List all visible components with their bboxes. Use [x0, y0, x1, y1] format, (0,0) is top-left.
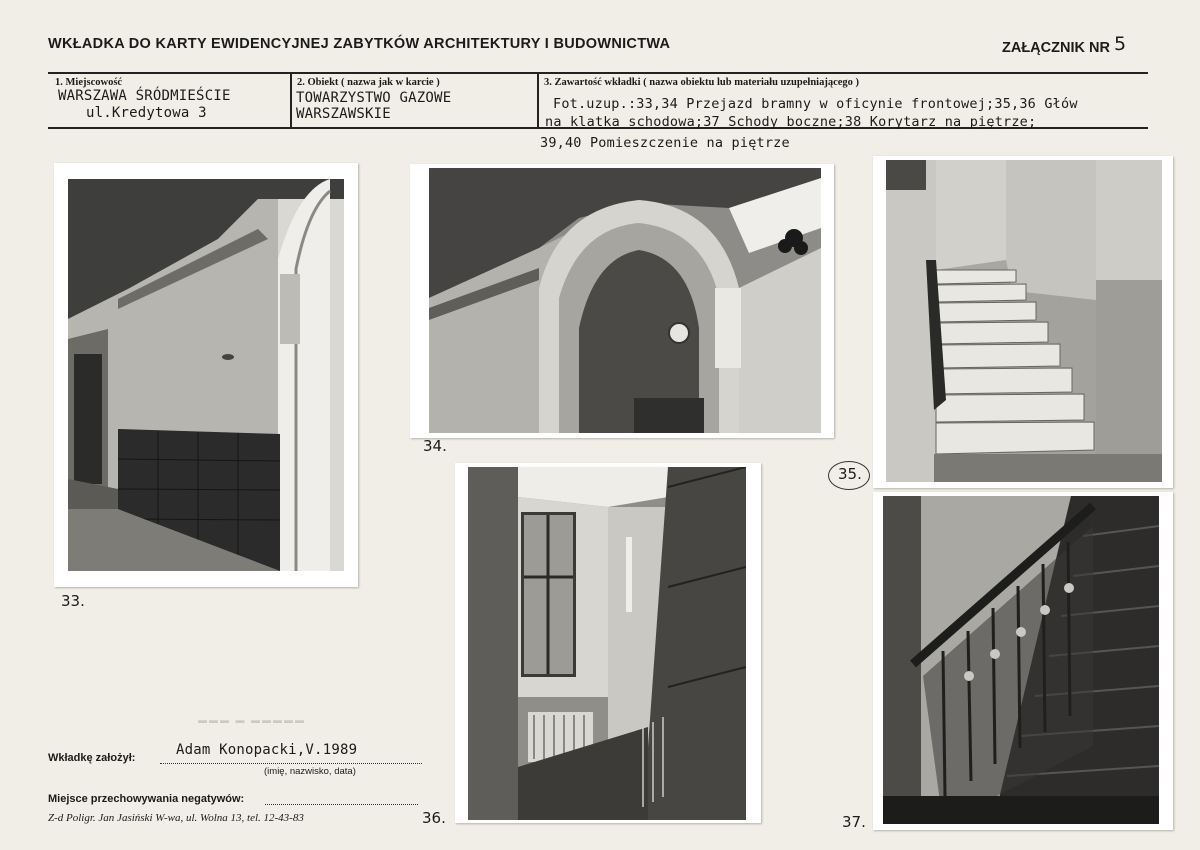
- negatives-location-dotted-line: [265, 804, 418, 805]
- photo-33-image: [68, 179, 344, 571]
- created-by-dotted-line: [160, 763, 422, 764]
- contents-value-line1: Fot.uzup.:33,34 Przejazd bramny w oficynie frontowej;35,36 Głów: [553, 96, 1078, 112]
- photo-34-image: [429, 168, 821, 433]
- printer-imprint: Z-d Poligr. Jan Jasiński W-wa, ul. Wolna 13, tel. 12-43-83: [48, 812, 304, 824]
- contents-label: 3. Zawartość wkładki ( nazwa obiektu lub materiału uzupełniającego ): [544, 77, 860, 88]
- faded-stamp: ▬▬▬ ▬ ▬▬▬▬▬: [198, 715, 307, 725]
- photo-34: [410, 164, 834, 438]
- contents-value-line2: na klatka schodowa;37 Schody boczne;38 Korytarz na piętrze;: [545, 114, 1037, 130]
- annex-number: [1002, 35, 1126, 57]
- annex-value: 5: [1113, 33, 1127, 55]
- annex-label: ZAŁĄCZNIK NR: [1002, 40, 1110, 56]
- field-divider-2: [537, 72, 539, 127]
- contents-value-line3: 39,40 Pomieszczenie na piętrze: [540, 135, 790, 151]
- photo-36: [455, 463, 761, 823]
- photo-35: [873, 156, 1173, 488]
- place-value-line1: WARSZAWA ŚRÓDMIEŚCIE: [58, 88, 231, 104]
- document-title: WKŁADKA DO KARTY EWIDENCYJNEJ ZABYTKÓW ARCHITEKTURY I BUDOWNICTWA: [48, 36, 671, 52]
- photo-37-image: [883, 496, 1159, 824]
- negatives-location-label: Miejsce przechowywania negatywów:: [48, 793, 245, 805]
- photo-35-number: 35.: [838, 465, 862, 483]
- place-label: 1. Miejscowość: [55, 77, 123, 88]
- photo-33: [54, 163, 358, 587]
- photo-33-number: 33.: [61, 592, 85, 610]
- created-by-hint: (imię, nazwisko, data): [264, 766, 356, 777]
- photo-34-number: 34.: [423, 437, 447, 455]
- object-label: 2. Obiekt ( nazwa jak w karcie ): [297, 77, 440, 88]
- photo-37-number: 37.: [842, 813, 866, 831]
- object-value-line1: TOWARZYSTWO GAZOWE: [296, 90, 452, 106]
- field-divider-1: [290, 72, 292, 127]
- object-value-line2: WARSZAWSKIE: [296, 106, 391, 122]
- photo-35-image: [886, 160, 1162, 482]
- header-rule: [48, 72, 1148, 74]
- created-by-value: Adam Konopacki,V.1989: [176, 742, 358, 758]
- place-value-line2: ul.Kredytowa 3: [86, 105, 207, 121]
- photo-36-number: 36.: [422, 809, 446, 827]
- created-by-label: Wkładkę założył:: [48, 752, 136, 764]
- photo-37: [873, 492, 1173, 830]
- photo-36-image: [468, 467, 746, 820]
